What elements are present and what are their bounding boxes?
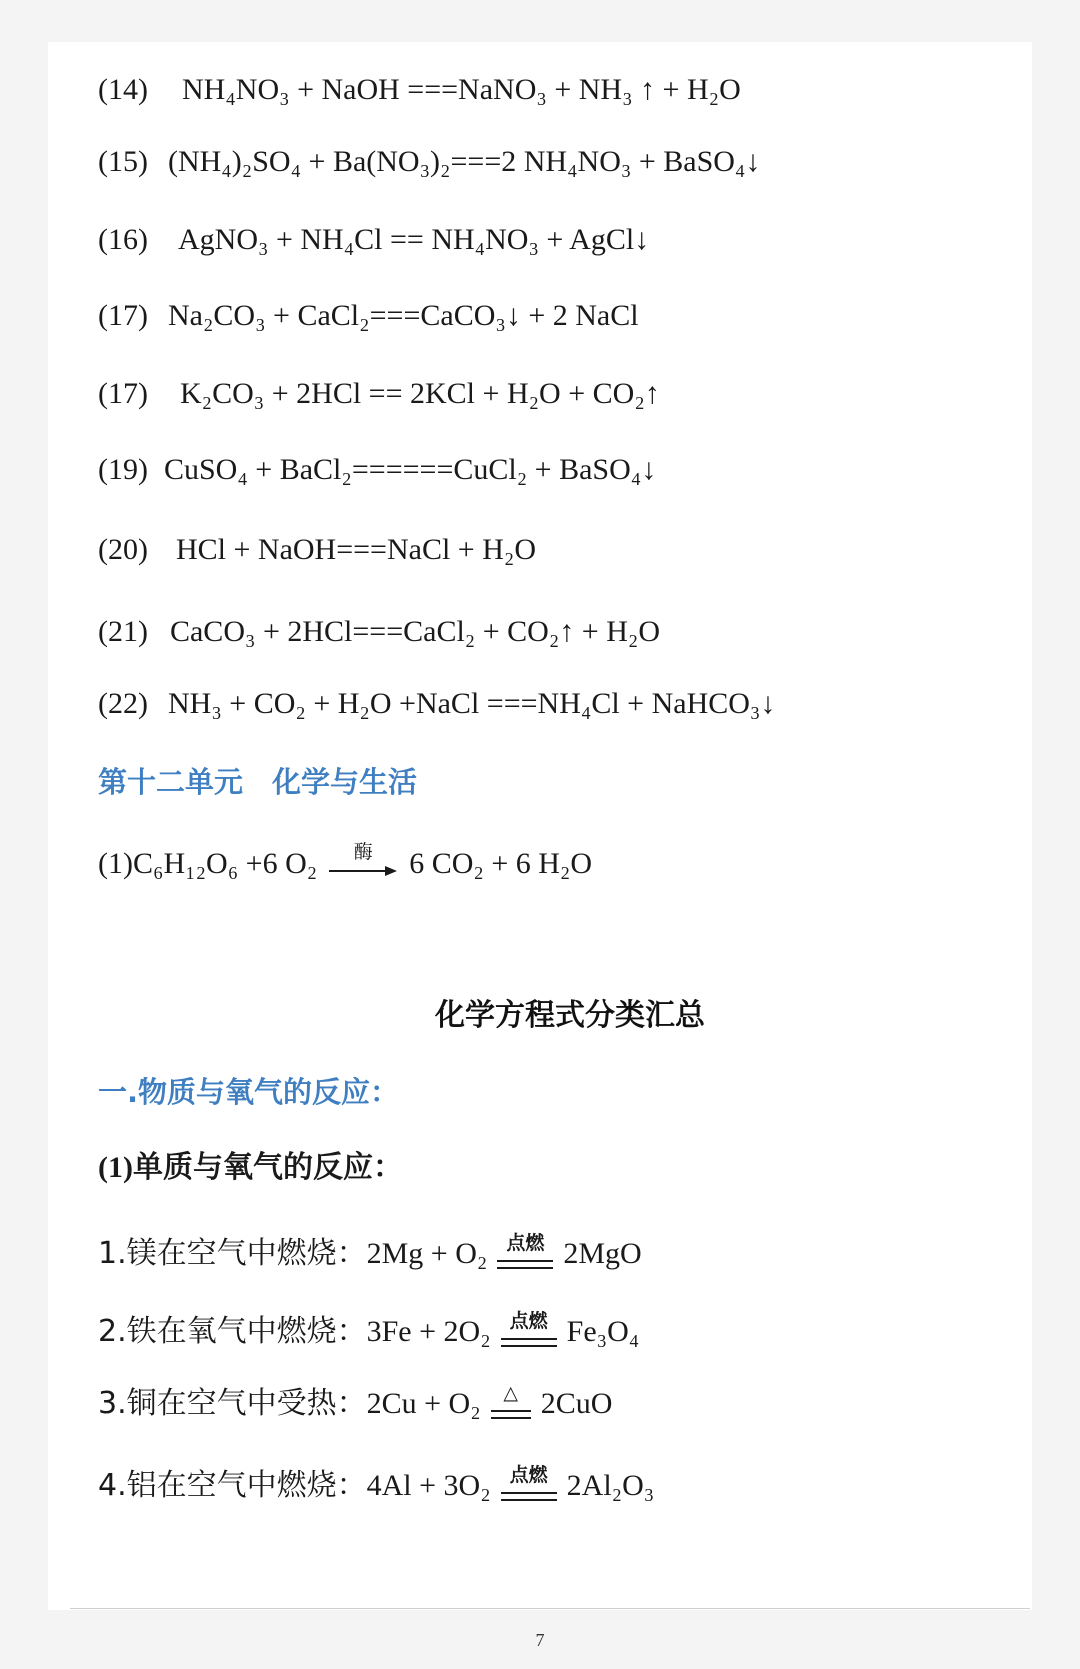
subsection-heading [98, 1150, 403, 1186]
reaction-left: 2Mg + O₂ [366, 1237, 488, 1270]
reaction-line [98, 1228, 642, 1282]
reaction-condition [489, 1380, 533, 1432]
arrow-icon [327, 865, 399, 877]
reaction-left: 4Al + 3O₂ [366, 1469, 491, 1502]
reaction-condition [495, 1230, 555, 1282]
equation-right: 6 CO₂ + 6 H₂O [409, 847, 593, 880]
reaction-line [98, 1460, 654, 1514]
equation-number: (14) [98, 73, 148, 106]
equation-line [98, 686, 775, 722]
equation-line [98, 532, 536, 568]
reaction-label: 3.铜在空气中受热： [98, 1386, 367, 1421]
reaction-right: 2MgO [563, 1237, 642, 1270]
equation-left: (1)C₆H₁₂O₆ +6 O₂ [98, 847, 318, 880]
subsection-number: (1) [98, 1151, 133, 1184]
heat-icon: △ [503, 1382, 518, 1405]
reaction-line [98, 1306, 639, 1360]
equation-number: (19) [98, 453, 148, 486]
reaction-label: 1.镁在空气中燃烧： [98, 1236, 367, 1271]
equation-line [98, 614, 660, 650]
reaction-condition [499, 1308, 559, 1360]
equation-text: K₂CO₃ + 2HCl == 2KCl + H₂O + CO₂↑ [179, 377, 660, 410]
reaction-label: 4.铝在空气中燃烧： [98, 1468, 367, 1503]
document-page [48, 42, 1032, 1610]
equation-text: NH₄NO₃ + NaOH ===NaNO₃ + NH₃ ↑ + H₂O [181, 73, 741, 106]
equation-line [98, 144, 760, 180]
equation-text: (NH₄)₂SO₄ + Ba(NO₃)₂===2 NH₄NO₃ + BaSO₄↓ [167, 145, 761, 178]
equation-text: AgNO₃ + NH₄Cl == NH₄NO₃ + AgCl↓ [177, 223, 650, 256]
equation-number: (21) [98, 615, 148, 648]
equation-text: Na₂CO₃ + CaCl₂===CaCO₃↓ + 2 NaCl [167, 299, 639, 332]
condition-label: 酶 [353, 841, 373, 864]
subsection-label: 单质与氧气的反应： [132, 1150, 403, 1185]
condition-label: 点燃 [506, 1232, 545, 1255]
condition-label: 点燃 [509, 1464, 548, 1487]
reaction-right: 2Al₂O₃ [566, 1469, 655, 1502]
equation-text: CuSO₄ + BaCl₂======CuCl₂ + BaSO₄↓ [163, 453, 657, 486]
equation-text: HCl + NaOH===NaCl + H₂O [175, 533, 537, 566]
equation-number: (17) [98, 377, 148, 410]
enzyme-equation [98, 838, 592, 891]
equation-line [98, 452, 656, 488]
equation-line [98, 376, 660, 412]
page-number: 7 [535, 1630, 545, 1650]
equation-line [98, 222, 649, 258]
reaction-right: 2CuO [540, 1387, 613, 1420]
equation-line [98, 298, 639, 334]
reaction-arrow [327, 841, 399, 891]
equation-line [98, 72, 741, 108]
equation-number: (15) [98, 145, 148, 178]
reaction-left: 2Cu + O₂ [366, 1387, 481, 1420]
section-heading: 一.物质与氧气的反应： [98, 1075, 400, 1109]
equation-text: CaCO₃ + 2HCl===CaCl₂ + CO₂↑ + H₂O [169, 615, 661, 648]
equation-number: (20) [98, 533, 148, 566]
reaction-line [98, 1378, 612, 1432]
reaction-right: Fe₃O₄ [566, 1315, 640, 1348]
equation-text: NH₃ + CO₂ + H₂O +NaCl ===NH₄Cl + NaHCO₃↓ [167, 687, 776, 720]
condition-label: 点燃 [509, 1310, 548, 1333]
page-title: 化学方程式分类汇总 [435, 998, 705, 1033]
equation-number: (17) [98, 299, 148, 332]
reaction-label: 2.铁在氧气中燃烧： [98, 1314, 367, 1349]
unit-heading: 第十二单元 化学与生活 [98, 765, 418, 799]
footer-divider [70, 1608, 1030, 1609]
reaction-left: 3Fe + 2O₂ [366, 1315, 491, 1348]
equation-number: (22) [98, 687, 148, 720]
equation-number: (16) [98, 223, 148, 256]
reaction-condition [499, 1462, 559, 1514]
